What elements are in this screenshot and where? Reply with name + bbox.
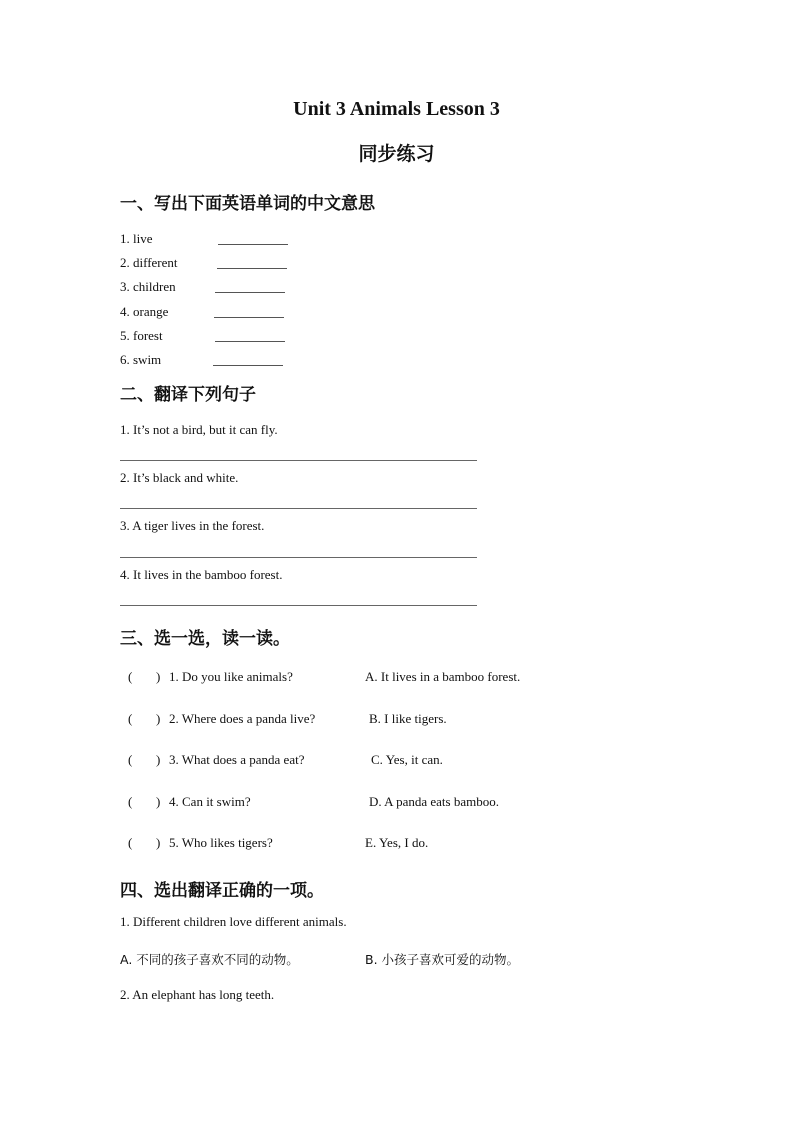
match-answer-d: D. A panda eats bamboo. [369,794,499,809]
vocab-item-5: 5. forest [120,328,163,343]
translate-sentence-3: 3. A tiger lives in the forest. [120,518,265,533]
vocab-item-1: 1. live [120,231,153,246]
match-question-1: 1. Do you like animals? [169,669,293,684]
section4-heading: 四、选出翻译正确的一项。 [120,881,324,901]
choice-question-2: 2. An elephant has long teeth. [120,987,275,1002]
vocab-blank-6[interactable] [213,365,283,366]
vocab-item-3: 3. children [120,279,176,294]
page-title: Unit 3 Animals Lesson 3 [293,98,500,120]
vocab-item-2: 2. different [120,255,178,270]
answer-paren-open-1[interactable]: ( [128,669,133,684]
match-question-5: 5. Who likes tigers? [169,835,273,850]
vocab-blank-1[interactable] [218,244,288,245]
answer-paren-close-5: ) [156,835,161,850]
vocab-item-4: 4. orange [120,304,169,319]
section3-heading: 三、选一选，读一读。 [120,629,290,649]
translate-sentence-2: 2. It’s black and white. [120,470,239,485]
translate-sentence-4: 4. It lives in the bamboo forest. [120,567,283,582]
answer-paren-open-4[interactable]: ( [128,794,133,809]
vocab-blank-5[interactable] [215,341,285,342]
section2-heading: 二、翻译下列句子 [120,385,256,405]
match-question-2: 2. Where does a panda live? [169,711,316,726]
translate-answer-line-3[interactable] [120,557,477,558]
translate-answer-line-1[interactable] [120,460,477,461]
answer-paren-close-2: ) [156,711,161,726]
vocab-blank-2[interactable] [217,268,287,269]
answer-paren-open-2[interactable]: ( [128,711,133,726]
choice-option-1a[interactable]: A. 不同的孩子喜欢不同的动物。 [120,952,299,967]
translate-answer-line-2[interactable] [120,508,477,509]
answer-paren-open-3[interactable]: ( [128,752,133,767]
match-question-3: 3. What does a panda eat? [169,752,305,767]
translate-answer-line-4[interactable] [120,605,477,606]
answer-paren-close-3: ) [156,752,161,767]
match-question-4: 4. Can it swim? [169,794,251,809]
page-subtitle: 同步练习 [358,143,435,165]
choice-option-1b[interactable]: B. 小孩子喜欢可爱的动物。 [365,952,520,967]
answer-paren-open-5[interactable]: ( [128,835,133,850]
section1-heading: 一、写出下面英语单词的中文意思 [120,194,375,214]
match-answer-c: C. Yes, it can. [371,752,443,767]
answer-paren-close-4: ) [156,794,161,809]
vocab-blank-3[interactable] [215,292,285,293]
match-answer-e: E. Yes, I do. [365,835,429,850]
match-answer-a: A. It lives in a bamboo forest. [365,669,521,684]
answer-paren-close-1: ) [156,669,161,684]
translate-sentence-1: 1. It’s not a bird, but it can fly. [120,422,278,437]
vocab-item-6: 6. swim [120,352,162,367]
match-answer-b: B. I like tigers. [369,711,447,726]
vocab-blank-4[interactable] [214,317,284,318]
choice-question-1: 1. Different children love different animals. [120,914,347,929]
